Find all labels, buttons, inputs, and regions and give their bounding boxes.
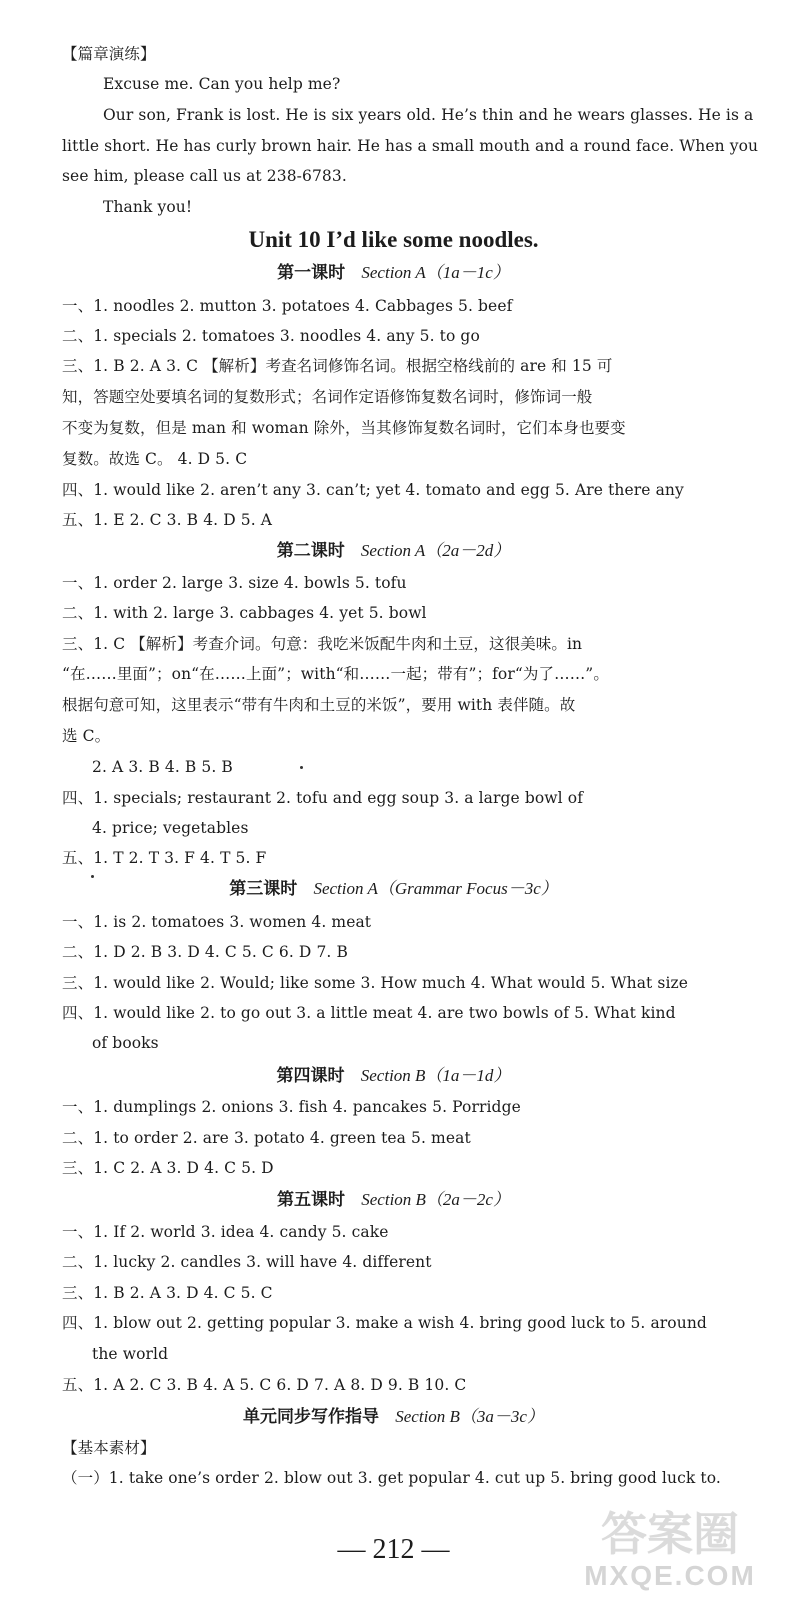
answer-line: 三、1. C 【解析】考查介词。句意：我吃米饭配牛肉和土豆，这很美味。in (62, 635, 583, 653)
writing-guide-title (0, 1406, 787, 1428)
answer-line: of books (92, 1034, 159, 1052)
lesson-title-en: Section A（1a－1c） (361, 263, 510, 282)
answer-line: 一、1. is 2. tomatoes 3. women 4. meat (62, 913, 372, 931)
material-label: 【基本素材】 (62, 1439, 156, 1457)
passage-line: Excuse me. Can you help me? (103, 75, 341, 93)
site-watermark (560, 1490, 780, 1595)
unit-title: Unit 10 I’d like some noodles. (248, 227, 539, 252)
answer-line: 四、1. specials; restaurant 2. tofu and egg soup 3. a large bowl of (62, 789, 584, 807)
answer-line: 4. price; vegetables (92, 819, 249, 837)
answer-line: 一、1. dumplings 2. onions 3. fish 4. pancakes 5. Porridge (62, 1098, 521, 1116)
page-number: — 212 — (337, 1534, 450, 1565)
answer-line: 一、1. noodles 2. mutton 3. potatoes 4. Cabbages 5. beef (62, 297, 513, 315)
answer-line: 不变为复数，但是 man 和 woman 除外，当其修饰复数名词时，它们本身也要变 (62, 419, 626, 437)
lesson-1-title (0, 262, 787, 284)
lesson-5-title (0, 1189, 787, 1211)
lesson-2-title (0, 540, 787, 562)
answer-line: 三、1. B 2. A 3. C 【解析】考查名词修饰名词。根据空格线前的 are 和 15 可 (62, 357, 613, 375)
lesson-title-cn: 第三课时 (229, 879, 298, 899)
lesson-title-en: Section B（1a－1d） (360, 1066, 511, 1085)
answer-line: 一、1. order 2. large 3. size 4. bowls 5. tofu (62, 574, 407, 592)
answer-line: 二、1. specials 2. tomatoes 3. noodles 4. any 5. to go (62, 327, 480, 345)
answer-line: the world (92, 1345, 169, 1363)
lesson-title-cn: 第一课时 (277, 263, 346, 283)
lesson-4-title (0, 1065, 787, 1087)
answer-line: 一、1. If 2. world 3. idea 4. candy 5. cake (62, 1223, 389, 1241)
answer-line: “在……里面”；on“在……上面”；with“和……一起；带有”；for“为了……”。 (62, 665, 609, 683)
lesson-3-title (0, 878, 787, 900)
lesson-title-en: Section A（Grammar Focus－3c） (313, 879, 558, 898)
answer-line: 五、1. A 2. C 3. B 4. A 5. C 6. D 7. A 8. D 9. B 10. C (62, 1376, 467, 1394)
answer-line: 三、1. B 2. A 3. D 4. C 5. C (62, 1284, 273, 1302)
answer-line: 选 C。 (62, 727, 111, 745)
answer-line: 2. A 3. B 4. B 5. B (92, 758, 233, 776)
answer-line: 二、1. to order 2. are 3. potato 4. green tea 5. meat (62, 1129, 471, 1147)
passage-line: little short. He has curly brown hair. He has a small mouth and a round face. When you (62, 137, 759, 155)
passage-line: Thank you! (103, 198, 193, 216)
answer-line: 五、1. T 2. T 3. F 4. T 5. F (62, 849, 267, 867)
answer-line: 四、1. would like 2. to go out 3. a little meat 4. are two bowls of 5. What kind (62, 1004, 676, 1022)
answer-line: （一）1. take one’s order 2. blow out 3. get popular 4. cut up 5. bring good luck to. (62, 1469, 721, 1487)
answer-line: 二、1. lucky 2. candles 3. will have 4. different (62, 1253, 432, 1271)
passage-line: Our son, Frank is lost. He is six years old. He’s thin and he wears glasses. He is a (103, 106, 754, 124)
section-header-label: 【篇章演练】 (62, 45, 156, 63)
answer-line: 五、1. E 2. C 3. B 4. D 5. A (62, 511, 273, 529)
lesson-title-en: Section A（2a－2d） (360, 541, 511, 560)
watermark-url: MXQE.COM (584, 1560, 756, 1591)
lesson-title-cn: 第二课时 (276, 541, 345, 561)
answer-line: 三、1. would like 2. Would; like some 3. How much 4. What would 5. What size (62, 974, 689, 992)
answer-line: 二、1. D 2. B 3. D 4. C 5. C 6. D 7. B (62, 943, 348, 961)
lesson-title-en: Section B（3a－3c） (395, 1407, 544, 1426)
answer-line: 二、1. with 2. large 3. cabbages 4. yet 5. bowl (62, 604, 427, 622)
lesson-title-cn: 单元同步写作指导 (243, 1407, 380, 1427)
lesson-title-cn: 第五课时 (277, 1190, 346, 1210)
lesson-title-cn: 第四课时 (276, 1066, 345, 1086)
answer-line: 四、1. blow out 2. getting popular 3. make a wish 4. bring good luck to 5. around (62, 1314, 707, 1332)
stray-mark (300, 766, 303, 769)
answer-line: 知，答题空处要填名词的复数形式；名词作定语修饰复数名词时，修饰词一般 (62, 388, 593, 406)
answer-line: 四、1. would like 2. aren’t any 3. can’t; yet 4. tomato and egg 5. Are there any (62, 481, 684, 499)
watermark-logo-text: 答案圈 (601, 1507, 739, 1561)
answer-line: 根据句意可知，这里表示“带有牛肉和土豆的米饭”，要用 with 表伴随。故 (62, 696, 576, 714)
answer-line: 三、1. C 2. A 3. D 4. C 5. D (62, 1159, 274, 1177)
lesson-title-en: Section B（2a－2c） (361, 1190, 510, 1209)
answer-line: 复数。故选 C。 4. D 5. C (62, 450, 248, 468)
passage-line: see him, please call us at 238-6783. (62, 167, 347, 185)
